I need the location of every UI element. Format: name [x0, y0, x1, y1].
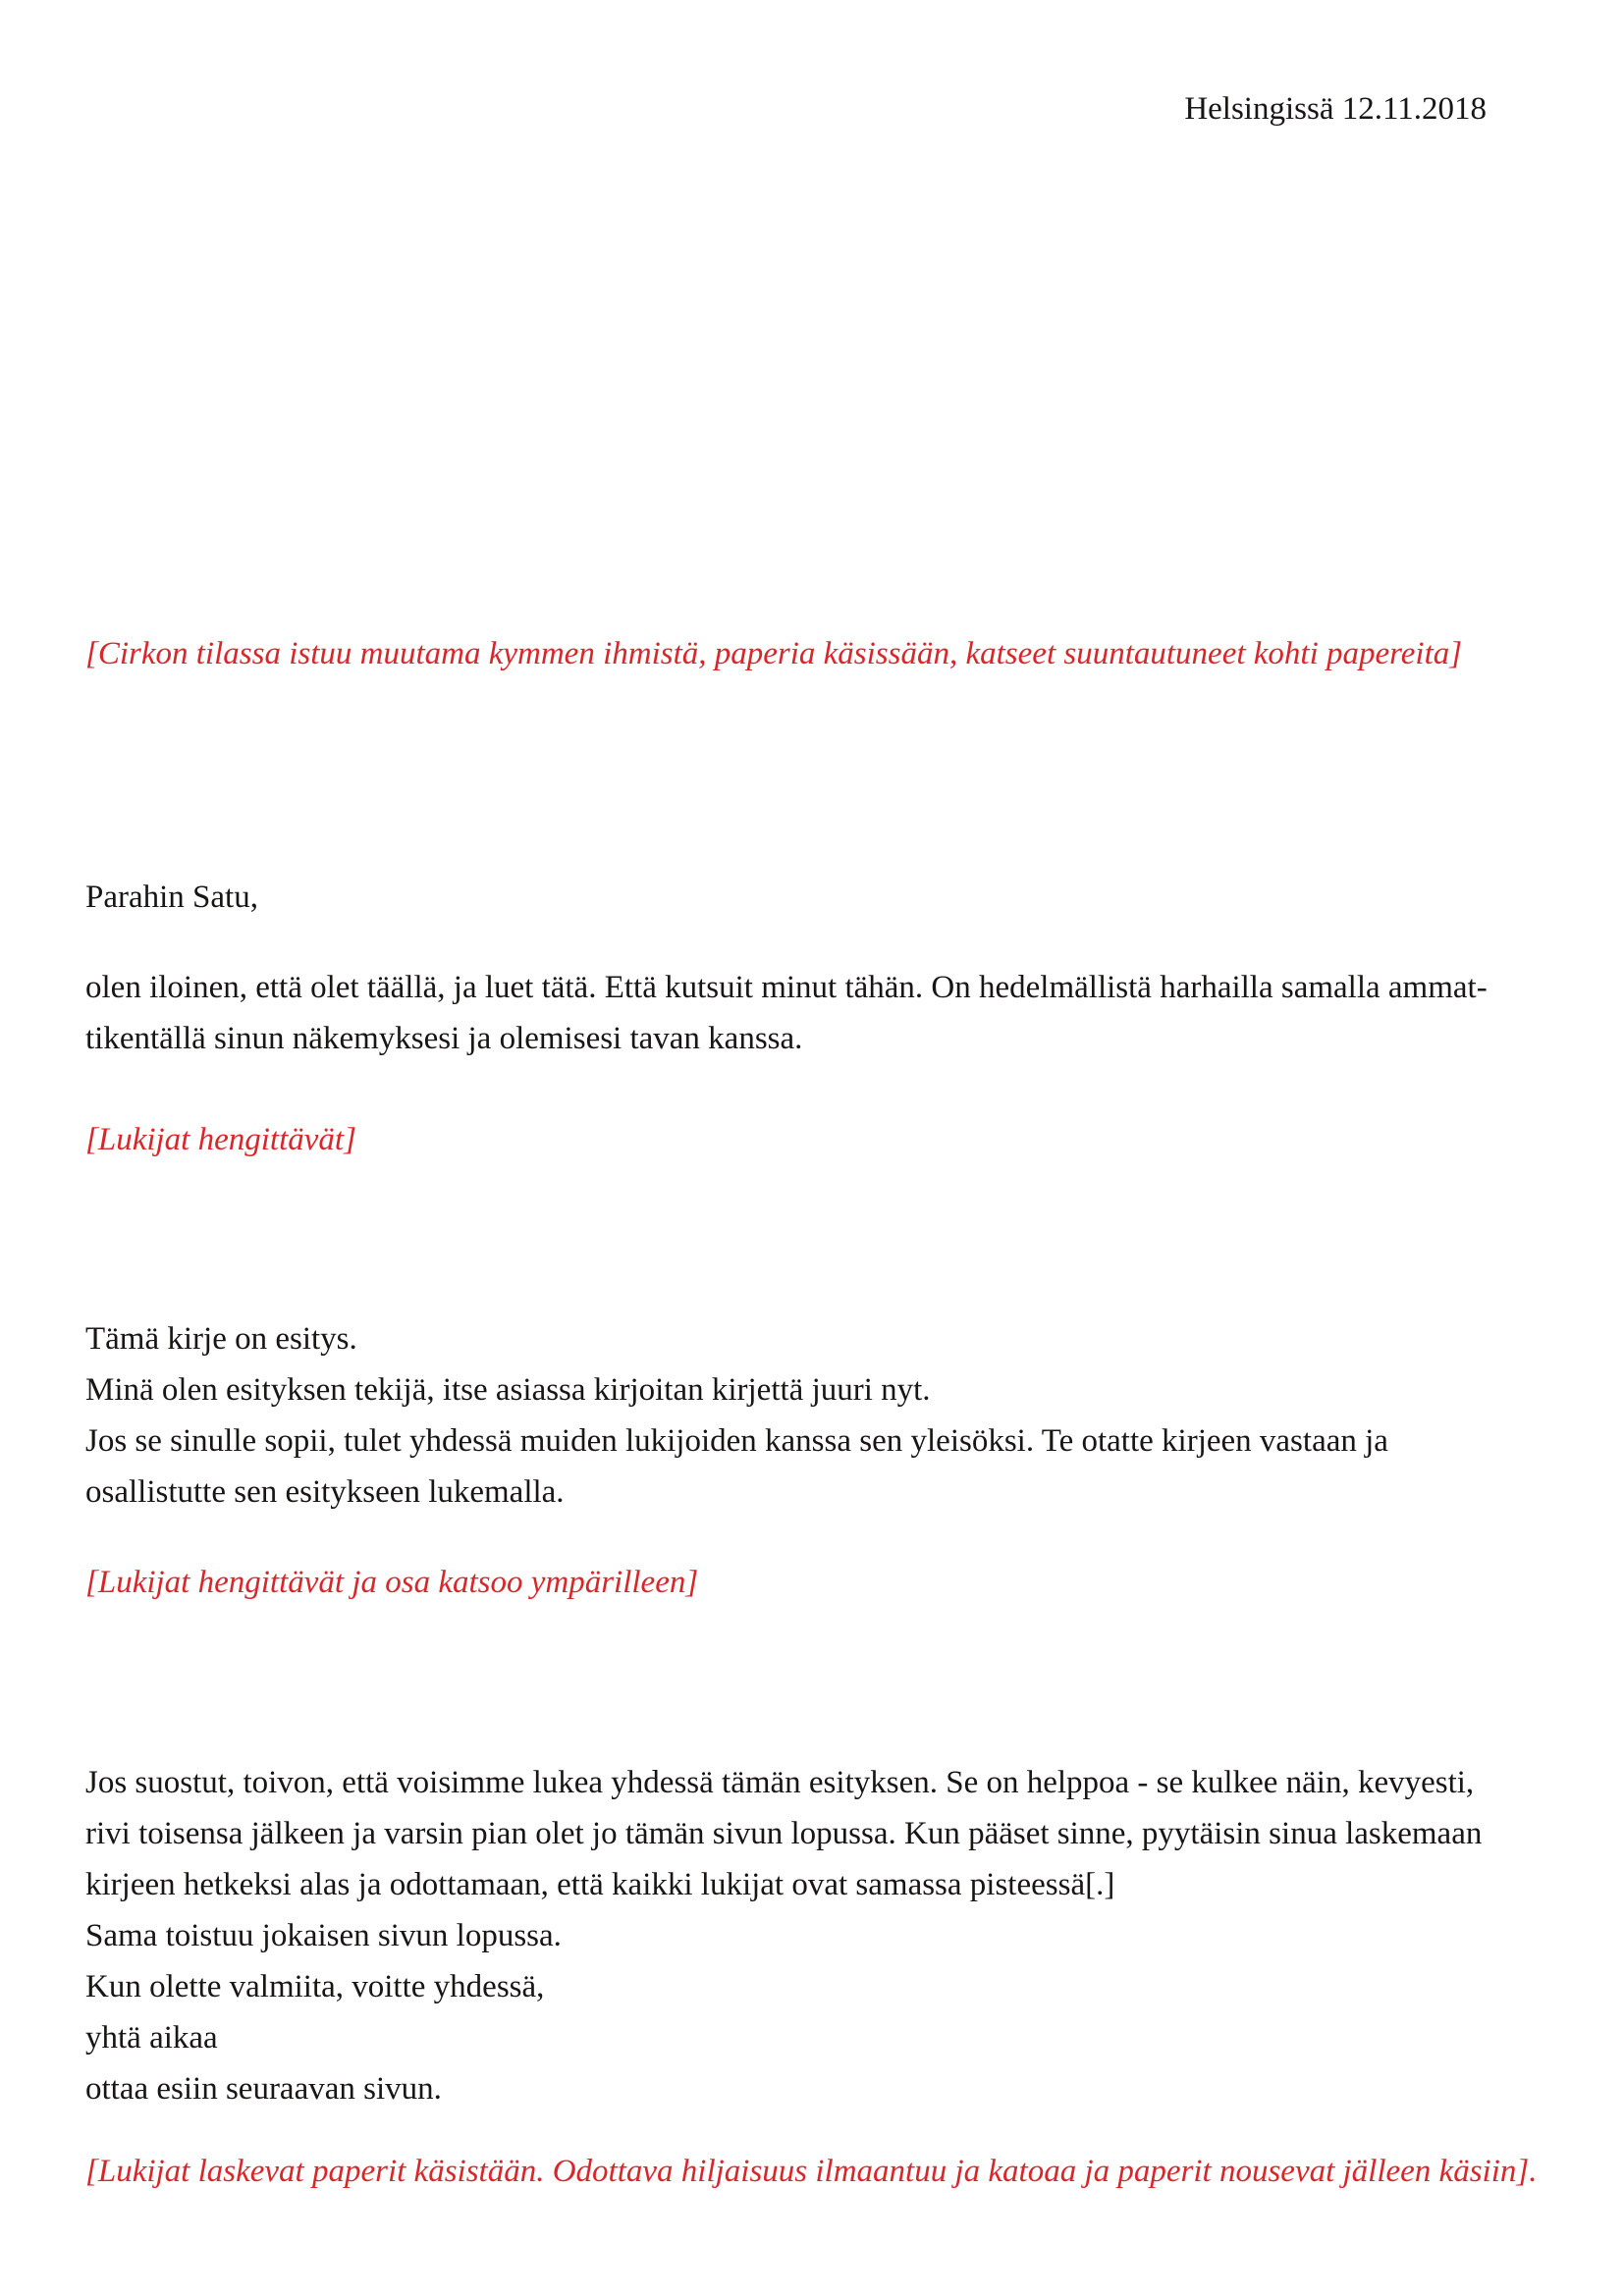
text-line: Sama toistuu jokaisen sivun lopussa.: [85, 1918, 562, 1953]
text-line: yhtä aikaa: [85, 2020, 218, 2056]
text-line: tikentällä sinun näkemyksesi ja olemisesi tavan kanssa.: [85, 1021, 803, 1056]
text-line: rivi toisensa jälkeen ja varsin pian olet jo tämän sivun lopussa. Kun pääset sinne, pyytäisin sinua laskemaan: [85, 1816, 1483, 1851]
stage-direction-breathing: [Lukijat hengittävät]: [85, 1122, 356, 1157]
text-line: ottaa esiin seuraavan sivun.: [85, 2071, 442, 2107]
text-line: olen iloinen, että olet täällä, ja luet tätä. Että kutsuit minut tähän. On hedelmällistä harhailla samalla ammat-: [85, 970, 1488, 1005]
stage-direction-opening: [Cirkon tilassa istuu muutama kymmen ihmistä, paperia käsissään, katseet suuntautuneet kohti papereita]: [85, 636, 1463, 671]
paragraph-3: [85, 1757, 1516, 2114]
text-line: Minä olen esityksen tekijä, itse asiassa kirjoitan kirjettä juuri nyt.: [85, 1372, 931, 1408]
text-line: osallistutte sen esitykseen lukemalla.: [85, 1474, 565, 1510]
text-line: Tämä kirje on esitys.: [85, 1321, 357, 1357]
dateline: Helsingissä 12.11.2018: [1184, 91, 1487, 127]
text-line: Jos se sinulle sopii, tulet yhdessä muiden lukijoiden kanssa sen yleisöksi. Te otatte kirjeen vastaan ja: [85, 1423, 1388, 1459]
salutation: Parahin Satu,: [85, 880, 258, 915]
stage-direction-closing: [Lukijat laskevat paperit käsistään. Odottava hiljaisuus ilmaantuu ja katoaa ja paperit nousevat jälleen käsiin].: [85, 2154, 1538, 2189]
text-line: Jos suostut, toivon, että voisimme lukea yhdessä tämän esityksen. Se on helppoa - se kulkee näin, kevyesti,: [85, 1765, 1475, 1800]
text-line: Kun olette valmiita, voitte yhdessä,: [85, 1969, 545, 2004]
text-line: kirjeen hetkeksi alas ja odottamaan, että kaikki lukijat ovat samassa pisteessä[.]: [85, 1867, 1115, 1902]
paragraph-2: [85, 1313, 1516, 1518]
stage-direction-looking-around: [Lukijat hengittävät ja osa katsoo ympärilleen]: [85, 1565, 699, 1600]
paragraph-1: [85, 962, 1516, 1064]
